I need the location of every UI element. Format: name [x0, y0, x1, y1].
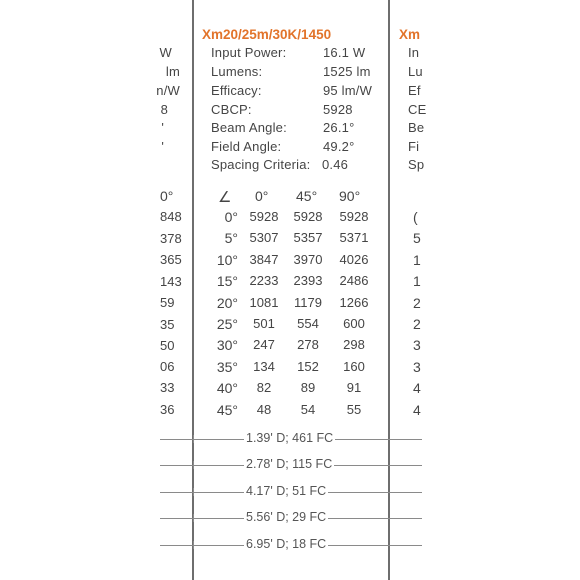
left-spec-fragment: ' [161, 139, 164, 154]
candela-cell: 3970 [293, 251, 323, 267]
spec-value: 49.2° [323, 139, 355, 154]
table-header: 90° [339, 188, 361, 204]
right-spec-fragment: Sp [408, 157, 425, 172]
row-angle: 20° [216, 294, 238, 311]
footcandle-label: 4.17' D; 51 FC [246, 483, 327, 498]
candela-cell: 247 [253, 337, 275, 353]
candela-cell: 554 [297, 316, 319, 331]
candela-cell: 5928 [293, 209, 323, 224]
candela-cell: 2486 [339, 273, 369, 289]
left-spec-fragment: n/W [156, 83, 180, 98]
row-angle: 40° [216, 380, 238, 397]
footcandle-tick [193, 514, 194, 522]
right-angle-fragment: 3 [413, 358, 421, 375]
footcandle-tick [193, 488, 194, 496]
right-angle-fragment: 1 [413, 273, 421, 290]
candela-cell: 48 [256, 401, 272, 417]
row-angle: 45° [216, 401, 238, 418]
left-value-fragment: 06 [160, 359, 175, 374]
row-angle: 30° [216, 337, 238, 354]
candela-cell: 1179 [294, 294, 322, 310]
left-header-fragment: 0° [160, 188, 174, 204]
spec-sheet [156, 0, 427, 580]
row-angle: 10° [216, 251, 238, 268]
left-spec-fragment: W [159, 45, 172, 60]
left-value-fragment: 33 [160, 380, 175, 395]
spec-label: Efficacy: [211, 83, 262, 98]
row-angle: 35° [216, 358, 238, 375]
candela-cell: 2393 [293, 273, 323, 289]
row-angle: 0° [224, 209, 238, 225]
candela-cell: 5371 [339, 230, 369, 246]
left-value-fragment: 35 [160, 317, 175, 332]
left-value-fragment: 848 [160, 209, 182, 224]
candela-cell: 5357 [293, 230, 323, 246]
candela-cell: 3847 [249, 251, 279, 267]
candela-cell: 160 [343, 358, 365, 374]
candela-cell: 278 [297, 337, 319, 353]
row-angle: 5° [224, 230, 238, 247]
left-value-fragment: 365 [160, 252, 182, 267]
spec-value: 5928 [323, 102, 353, 117]
right-spec-fragment: Ef [408, 83, 421, 98]
candela-cell: 82 [256, 380, 272, 396]
candela-cell: 298 [343, 337, 365, 353]
row-angle: 25° [216, 316, 238, 332]
footcandle-tick [193, 461, 194, 469]
right-angle-fragment: 1 [413, 251, 421, 268]
candela-cell: 1266 [339, 294, 369, 310]
product-title: Xm20/25m/30K/1450 [202, 27, 332, 42]
left-value-fragment: 378 [160, 231, 182, 246]
spec-label: Beam Angle: [211, 120, 287, 135]
left-value-fragment: 36 [160, 402, 175, 417]
footcandle-tick [193, 541, 194, 549]
candela-cell: 134 [253, 358, 275, 374]
spec-label: Input Power: [211, 45, 287, 60]
candela-cell: 2233 [249, 273, 279, 289]
candela-cell: 152 [297, 358, 319, 374]
right-angle-fragment: 4 [413, 380, 421, 397]
column-divider-right [388, 0, 390, 580]
candela-cell: 5928 [249, 209, 279, 224]
table-header: 0° [255, 188, 269, 204]
candela-cell: 5928 [339, 209, 369, 224]
candela-cell: 55 [346, 401, 362, 417]
spec-value: 95 lm/W [323, 83, 373, 98]
right-spec-fragment: In [408, 45, 420, 60]
left-value-fragment: 143 [160, 274, 182, 289]
left-spec-fragment: ' [161, 120, 164, 135]
left-value-fragment: 59 [160, 295, 175, 310]
right-angle-fragment: ( [413, 209, 418, 225]
spec-value: 1525 lm [323, 64, 371, 79]
right-angle-fragment: 2 [413, 316, 421, 332]
right-spec-fragment: Fi [408, 139, 420, 154]
spec-label: CBCP: [211, 102, 252, 117]
left-value-fragment: 50 [160, 338, 175, 353]
spec-label: Field Angle: [211, 139, 282, 154]
spec-label: Lumens: [211, 64, 263, 79]
table-header: 45° [296, 188, 318, 204]
right-angle-fragment: 4 [413, 401, 421, 418]
spec-value: 26.1° [323, 120, 355, 135]
candela-cell: 5307 [249, 230, 279, 246]
spec-value: 16.1 W [323, 45, 366, 60]
candela-cell: 600 [343, 316, 365, 331]
footcandle-label: 1.39' D; 461 FC [246, 431, 334, 445]
right-spec-fragment: Be [408, 120, 425, 135]
row-angle: 15° [216, 273, 238, 290]
spec-value: 0.46 [322, 157, 349, 172]
right-angle-fragment: 2 [413, 294, 421, 311]
right-spec-fragment: Lu [408, 64, 423, 79]
footcandle-label: 2.78' D; 115 FC [246, 457, 333, 472]
candela-cell: 1081 [249, 294, 279, 310]
candela-cell: 501 [253, 316, 275, 331]
right-angle-fragment: 3 [413, 337, 421, 354]
left-spec-fragment: 8 [160, 102, 168, 117]
candela-cell: 91 [346, 380, 362, 396]
candela-cell: 89 [300, 380, 316, 396]
spec-label: Spacing Criteria: [211, 157, 311, 172]
footcandle-tick [193, 435, 194, 443]
right-title-fragment: Xm [399, 27, 421, 42]
candela-cell: 4026 [339, 251, 369, 267]
footcandle-label: 5.56' D; 29 FC [246, 510, 327, 525]
right-angle-fragment: 5 [413, 230, 421, 247]
candela-cell: 54 [300, 401, 316, 417]
angle-symbol-icon: ∠ [218, 189, 232, 206]
left-spec-fragment: lm [165, 64, 180, 79]
footcandle-label: 6.95' D; 18 FC [246, 536, 327, 551]
right-spec-fragment: CE [408, 102, 427, 117]
